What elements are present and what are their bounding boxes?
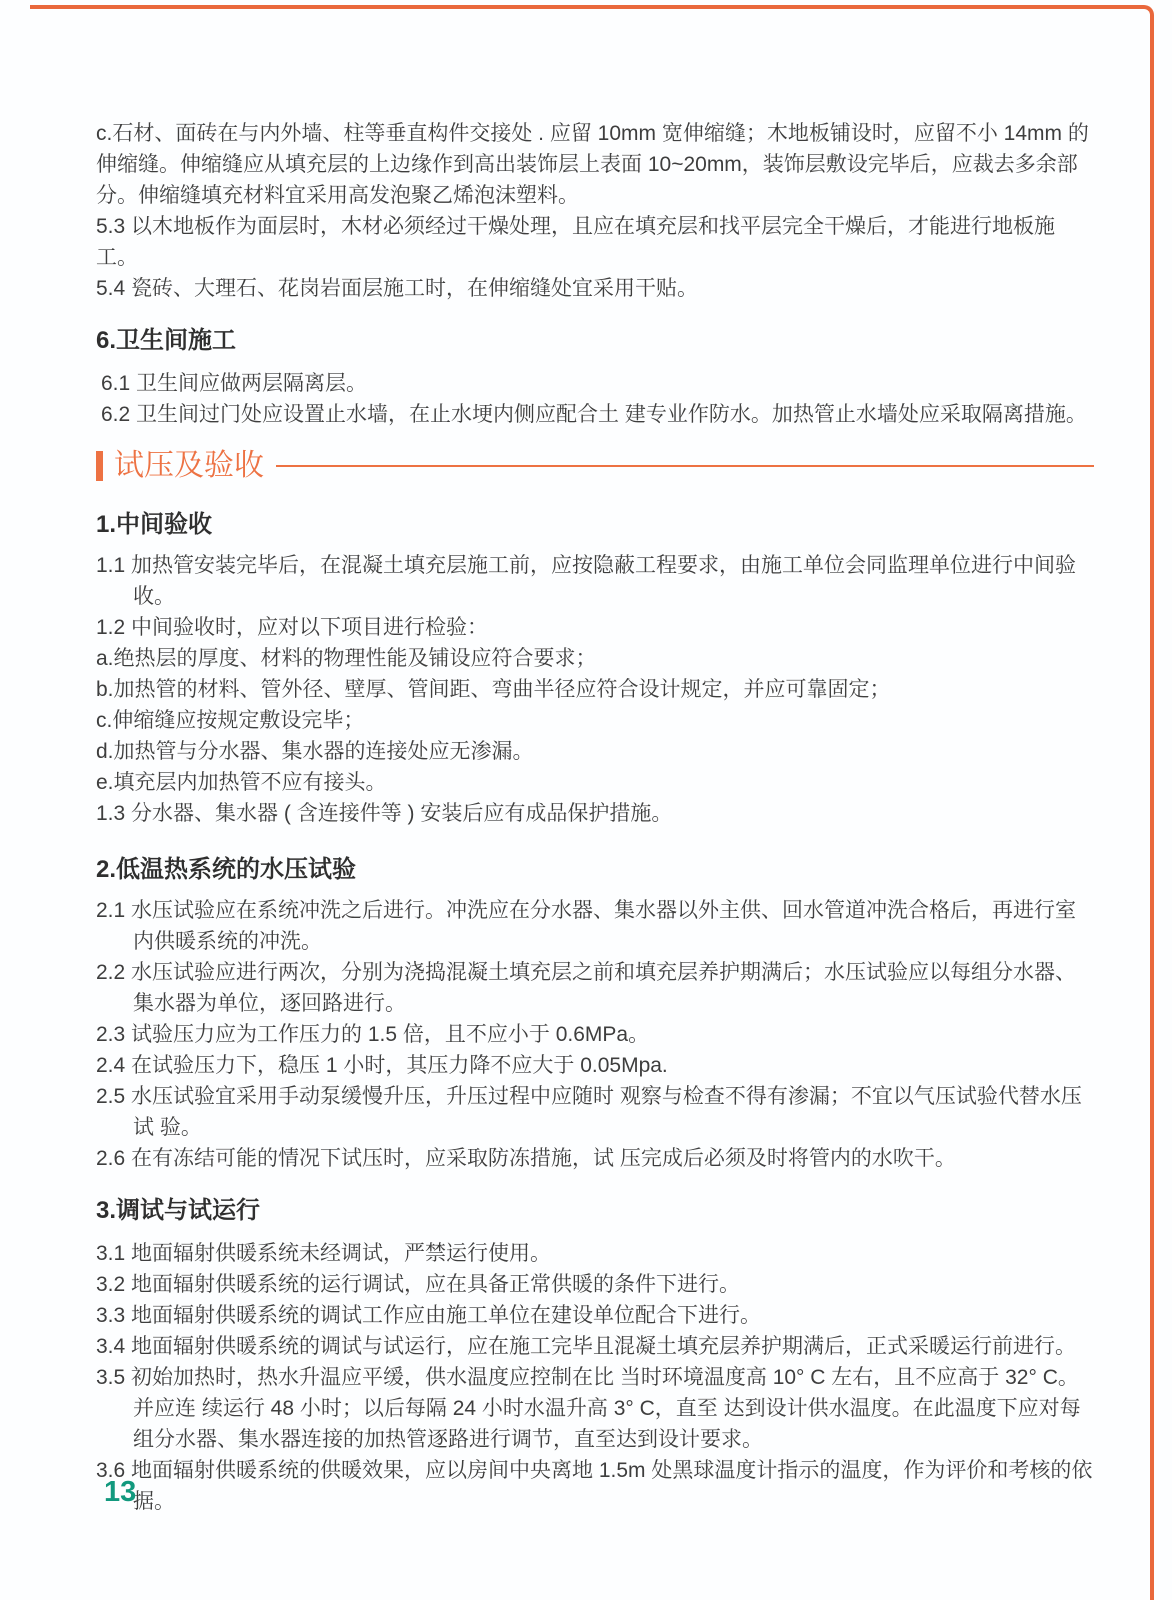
item-3-2: 3.2 地面辐射供暖系统的运行调试，应在具备正常供暖的条件下进行。 (96, 1273, 741, 1296)
item-2-6: 2.6 在有冻结可能的情况下试压时，应采取防冻措施，试 压完成后必须及时将管内的水吹干。 (96, 1147, 956, 1170)
item-5-4: 5.4 瓷砖、大理石、花岗岩面层施工时，在伸缩缝处宜采用干贴。 (96, 277, 699, 300)
banner-accent-bar (96, 451, 103, 481)
heading-commissioning: 3.调试与试运行 (96, 1197, 261, 1224)
bathroom-items (96, 368, 1096, 430)
item-1-3: 1.3 分水器、集水器 ( 含连接件等 ) 安装后应有成品保护措施。 (96, 802, 673, 825)
paragraph-c: c.石材、面砖在与内外墙、柱等垂直构件交接处 . 应留 10mm 宽伸缩缝；木地板铺设时，应留不小 14mm 的伸缩缝。伸缩缝应从填充层的上边缘作到高出装饰层上表面 10~20mm，装饰层敷设完毕后，应裁去多余部分。伸缩缝填充材料宜采用高发泡聚乙烯泡沫塑料。 (96, 122, 1089, 207)
item-c: c.伸缩缝应按规定敷设完毕； (96, 709, 365, 732)
item-d: d.加热管与分水器、集水器的连接处应无渗漏。 (96, 740, 534, 763)
item-a: a.绝热层的厚度、材料的物理性能及铺设应符合要求； (96, 647, 597, 670)
heading-inspection: 1.中间验收 (96, 511, 213, 538)
item-3-3: 3.3 地面辐射供暖系统的调试工作应由施工单位在建设单位配合下进行。 (96, 1304, 762, 1327)
item-6-1: 6.1 卫生间应做两层隔离层。 (101, 372, 368, 395)
section-banner (96, 448, 1096, 484)
item-b: b.加热管的材料、管外径、壁厚、管间距、弯曲半径应符合设计规定，并应可靠固定； (96, 678, 891, 701)
item-5-3: 5.3 以木地板作为面层时，木材必须经过干燥处理，且应在填充层和找平层完全干燥后，才能进行地板施工。 (96, 215, 1056, 269)
item-3-4: 3.4 地面辐射供暖系统的调试与试运行，应在施工完毕且混凝土填充层养护期满后，正式采暖运行前进行。 (96, 1335, 1077, 1358)
item-2-3: 2.3 试验压力应为工作压力的 1.5 倍，且不应小于 0.6MPa。 (96, 1023, 650, 1046)
item-1-1: 1.1 加热管安装完毕后，在混凝土填充层施工前，应按隐蔽工程要求，由施工单位会同监理单位进行中间验收。 (96, 554, 1077, 608)
item-2-1: 2.1 水压试验应在系统冲洗之后进行。冲洗应在分水器、集水器以外主供、回水管道冲洗合格后，再进行室内供暖系统的冲洗。 (96, 899, 1077, 953)
item-2-2: 2.2 水压试验应进行两次，分别为浇捣混凝土填充层之前和填充层养护期满后；水压试验应以每组分水器、集水器为单位，逐回路进行。 (96, 961, 1077, 1015)
item-3-6: 3.6 地面辐射供暖系统的供暖效果，应以房间中央离地 1.5m 处黑球温度计指示的温度，作为评价和考核的依据。 (96, 1459, 1093, 1513)
item-1-2: 1.2 中间验收时，应对以下项目进行检验： (96, 616, 489, 639)
page-number: 13 (104, 1476, 137, 1508)
heading-pressure-test: 2.低温热系统的水压试验 (96, 856, 357, 883)
item-6-2: 6.2 卫生间过门处应设置止水墙，在止水埂内侧应配合土 建专业作防水。加热管止水墙处应采取隔离措施。 (101, 403, 1087, 426)
heading-bathroom: 6.卫生间施工 (96, 327, 237, 354)
item-3-5: 3.5 初始加热时，热水升温应平缓，供水温度应控制在比 当时环境温度高 10° C 左右，且不应高于 32° C。并应连 续运行 48 小时；以后每隔 24 小时水温升高 3° C，直至 达到设计供水温度。在此温度下应对每组分水器、集水器连接的加热管逐路进行调节，直至达到设计要求。 (96, 1366, 1081, 1451)
item-2-4: 2.4 在试验压力下，稳压 1 小时，其压力降不应大于 0.05Mpa. (96, 1054, 668, 1077)
page-content (96, 118, 1096, 1517)
banner-title: 试压及验收 (114, 449, 264, 482)
item-2-5: 2.5 水压试验宜采用手动泵缓慢升压，升压过程中应随时 观察与检查不得有渗漏；不宜以气压试验代替水压试 验。 (96, 1085, 1082, 1139)
banner-rule-line (276, 465, 1094, 467)
item-3-1: 3.1 地面辐射供暖系统未经调试，严禁运行使用。 (96, 1242, 552, 1265)
item-e: e.填充层内加热管不应有接头。 (96, 771, 387, 794)
